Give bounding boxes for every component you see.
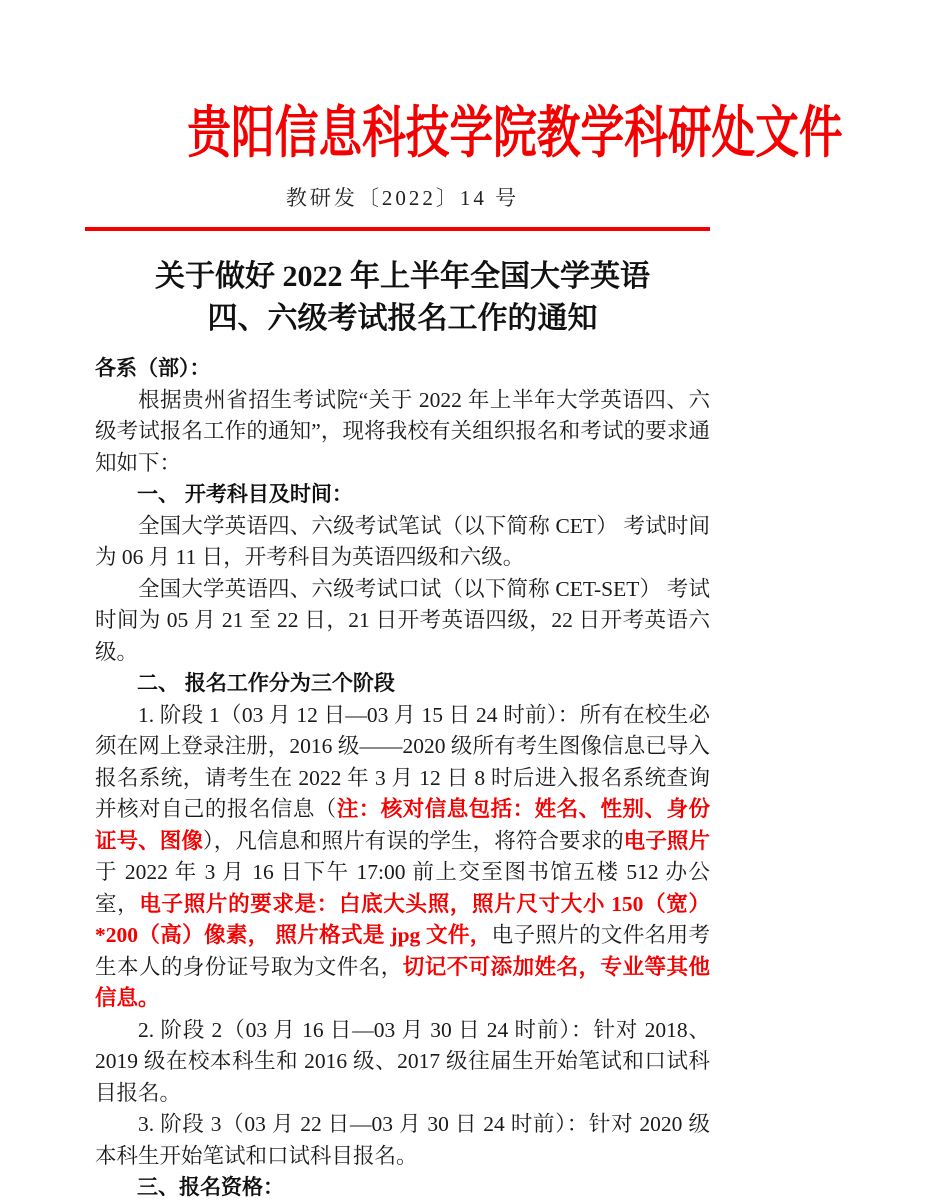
notice-title-line-1: 关于做好 2022 年上半年全国大学英语 bbox=[155, 260, 650, 293]
section3-heading: 三、报名资格： bbox=[137, 1176, 284, 1199]
document-content bbox=[95, 0, 843, 1204]
stage1-segment-warning-red: 切记不可添加姓名，专业等其他信息。 bbox=[95, 954, 710, 1010]
document-number: 教研发〔2022〕14 号 bbox=[285, 186, 520, 210]
stage2-paragraph: 2. 阶段 2（03 月 16 日—03 月 30 日 24 时前）：针对 2018、2019 级在校本科生和 2016 级、2017 级往届生开始笔试和口试科目报名。 bbox=[95, 1017, 710, 1105]
section1-written-test-paragraph: 全国大学英语四、六级考试笔试（以下简称 CET） 考试时间为 06 月 11 日，开考科目为英语四级和六级。 bbox=[95, 513, 710, 569]
stage1-segment-note-red: 注：核对信息包括：姓名、性别、身份证号、图像 bbox=[95, 797, 710, 853]
letterhead bbox=[95, 0, 843, 168]
section1-heading: 一、 开考科目及时间： bbox=[137, 483, 353, 506]
stage1-segment-photo-red: 电子照片 bbox=[623, 828, 710, 853]
stage1-segment-photo-requirements-red: 电子照片的要求是：白底大头照，照片尺寸大小 150（宽）*200（高）像素， 照片格式是 jpg 文件， bbox=[95, 891, 710, 947]
stage1-segment-normal: 于 2022 年 3 月 16 日下午 17:00 前上交至图书馆五楼 512 办公室， bbox=[95, 860, 710, 916]
letterhead-org-title: 贵阳信息科技学院教学科研处文件 bbox=[187, 101, 843, 164]
notice-title-line-2: 四、六级考试报名工作的通知 bbox=[207, 302, 598, 335]
stage3-paragraph: 3. 阶段 3（03 月 22 日—03 月 30 日 24 时前）：针对 2020 级本科生开始笔试和口试科目报名。 bbox=[95, 1112, 710, 1168]
notice-title bbox=[95, 256, 710, 340]
red-divider-line bbox=[85, 227, 710, 231]
stage1-segment-normal: 1. 阶段 1（03 月 12 日—03 月 15 日 24 时前）：所有在校生必须在网上登录注册，2016 级——2020 级所有考生图像信息已导入报名系统，请考生在 2022 年 3 月 12 日 8 时后进入报名系统查询并核对自己的报名信息（ bbox=[95, 702, 710, 821]
section2-heading: 二、 报名工作分为三个阶段 bbox=[137, 672, 395, 695]
salutation: 各系（部）： bbox=[95, 357, 211, 380]
section1-oral-test-paragraph: 全国大学英语四、六级考试口试（以下简称 CET-SET） 考试时间为 05 月 21 至 22 日，21 日开考英语四级，22 日开考英语六级。 bbox=[95, 576, 710, 664]
intro-paragraph: 根据贵州省招生考试院“关于 2022 年上半年大学英语四、六级考试报名工作的通知”，现将我校有关组织报名和考试的要求通知如下： bbox=[95, 387, 710, 475]
stage1-paragraph bbox=[95, 700, 710, 1015]
stage1-segment-normal: ），凡信息和照片有误的学生，将符合要求的 bbox=[202, 828, 624, 853]
stage1-segment-normal: 电子照片的文件名用考生本人的身份证号取为文件名， bbox=[95, 923, 710, 979]
